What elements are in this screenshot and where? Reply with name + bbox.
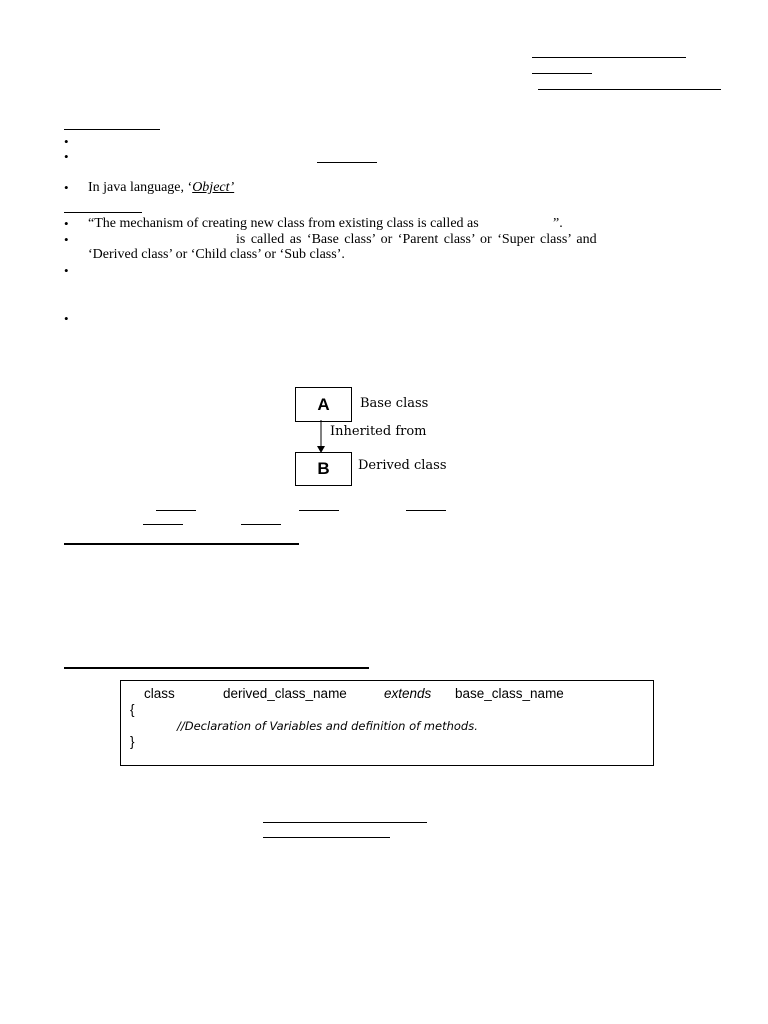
object-intro-line bbox=[88, 180, 234, 196]
base-class-line: is called as ‘Base class’ or ‘Parent class’ or ‘Super class’ and bbox=[236, 232, 597, 247]
derived-class-box bbox=[295, 452, 352, 486]
derived-class-label: Derived class bbox=[358, 458, 447, 473]
definition-close: ”. bbox=[553, 216, 563, 231]
underline-top-1 bbox=[532, 57, 686, 58]
underline-bottom-2 bbox=[263, 837, 390, 838]
syntax-keyword-extends: extends bbox=[384, 686, 432, 701]
underline-row-1c bbox=[406, 510, 446, 511]
bullet-7: • bbox=[64, 311, 69, 326]
underline-top-2 bbox=[532, 73, 592, 74]
underline-row-1a bbox=[156, 510, 196, 511]
underline-top-3 bbox=[538, 89, 721, 90]
definition-quote: “The mechanism of creating new class from existing class is called as bbox=[88, 216, 479, 231]
syntax-keyword-class: class bbox=[144, 686, 175, 701]
underline-bullet-2 bbox=[317, 162, 377, 163]
base-class-box-label: A bbox=[317, 394, 330, 414]
object-word: Object’ bbox=[192, 180, 235, 195]
object-intro-prefix: In java language, ‘ bbox=[88, 180, 193, 195]
bullet-4: • bbox=[64, 216, 69, 231]
section-heading-underline-3 bbox=[64, 543, 299, 545]
underline-bottom-1 bbox=[263, 822, 427, 823]
underline-row-1b bbox=[299, 510, 339, 511]
section-heading-underline-2 bbox=[64, 212, 142, 213]
inherited-arrow bbox=[314, 420, 328, 454]
section-heading-underline-1 bbox=[64, 129, 160, 130]
underline-row-2b bbox=[241, 524, 281, 525]
arrow-label: Inherited from bbox=[330, 424, 427, 439]
bullet-1: • bbox=[64, 134, 69, 149]
bullet-3: • bbox=[64, 180, 69, 195]
derived-class-line: ‘Derived class’ or ‘Child class’ or ‘Sub class’. bbox=[88, 247, 345, 262]
syntax-base-name: base_class_name bbox=[455, 686, 564, 701]
base-class-label: Base class bbox=[360, 396, 429, 411]
syntax-open-brace: { bbox=[130, 702, 135, 717]
syntax-derived-name: derived_class_name bbox=[223, 686, 347, 701]
syntax-close-brace: } bbox=[130, 734, 135, 749]
bullet-2: • bbox=[64, 149, 69, 164]
bullet-6: • bbox=[64, 263, 69, 278]
syntax-comment: //Declaration of Variables and definition of methods. bbox=[177, 719, 478, 733]
derived-class-box-label: B bbox=[317, 459, 330, 478]
underline-row-2a bbox=[143, 524, 183, 525]
bullet-5: • bbox=[64, 232, 69, 247]
section-heading-underline-4 bbox=[64, 667, 369, 669]
base-class-box bbox=[295, 387, 352, 422]
